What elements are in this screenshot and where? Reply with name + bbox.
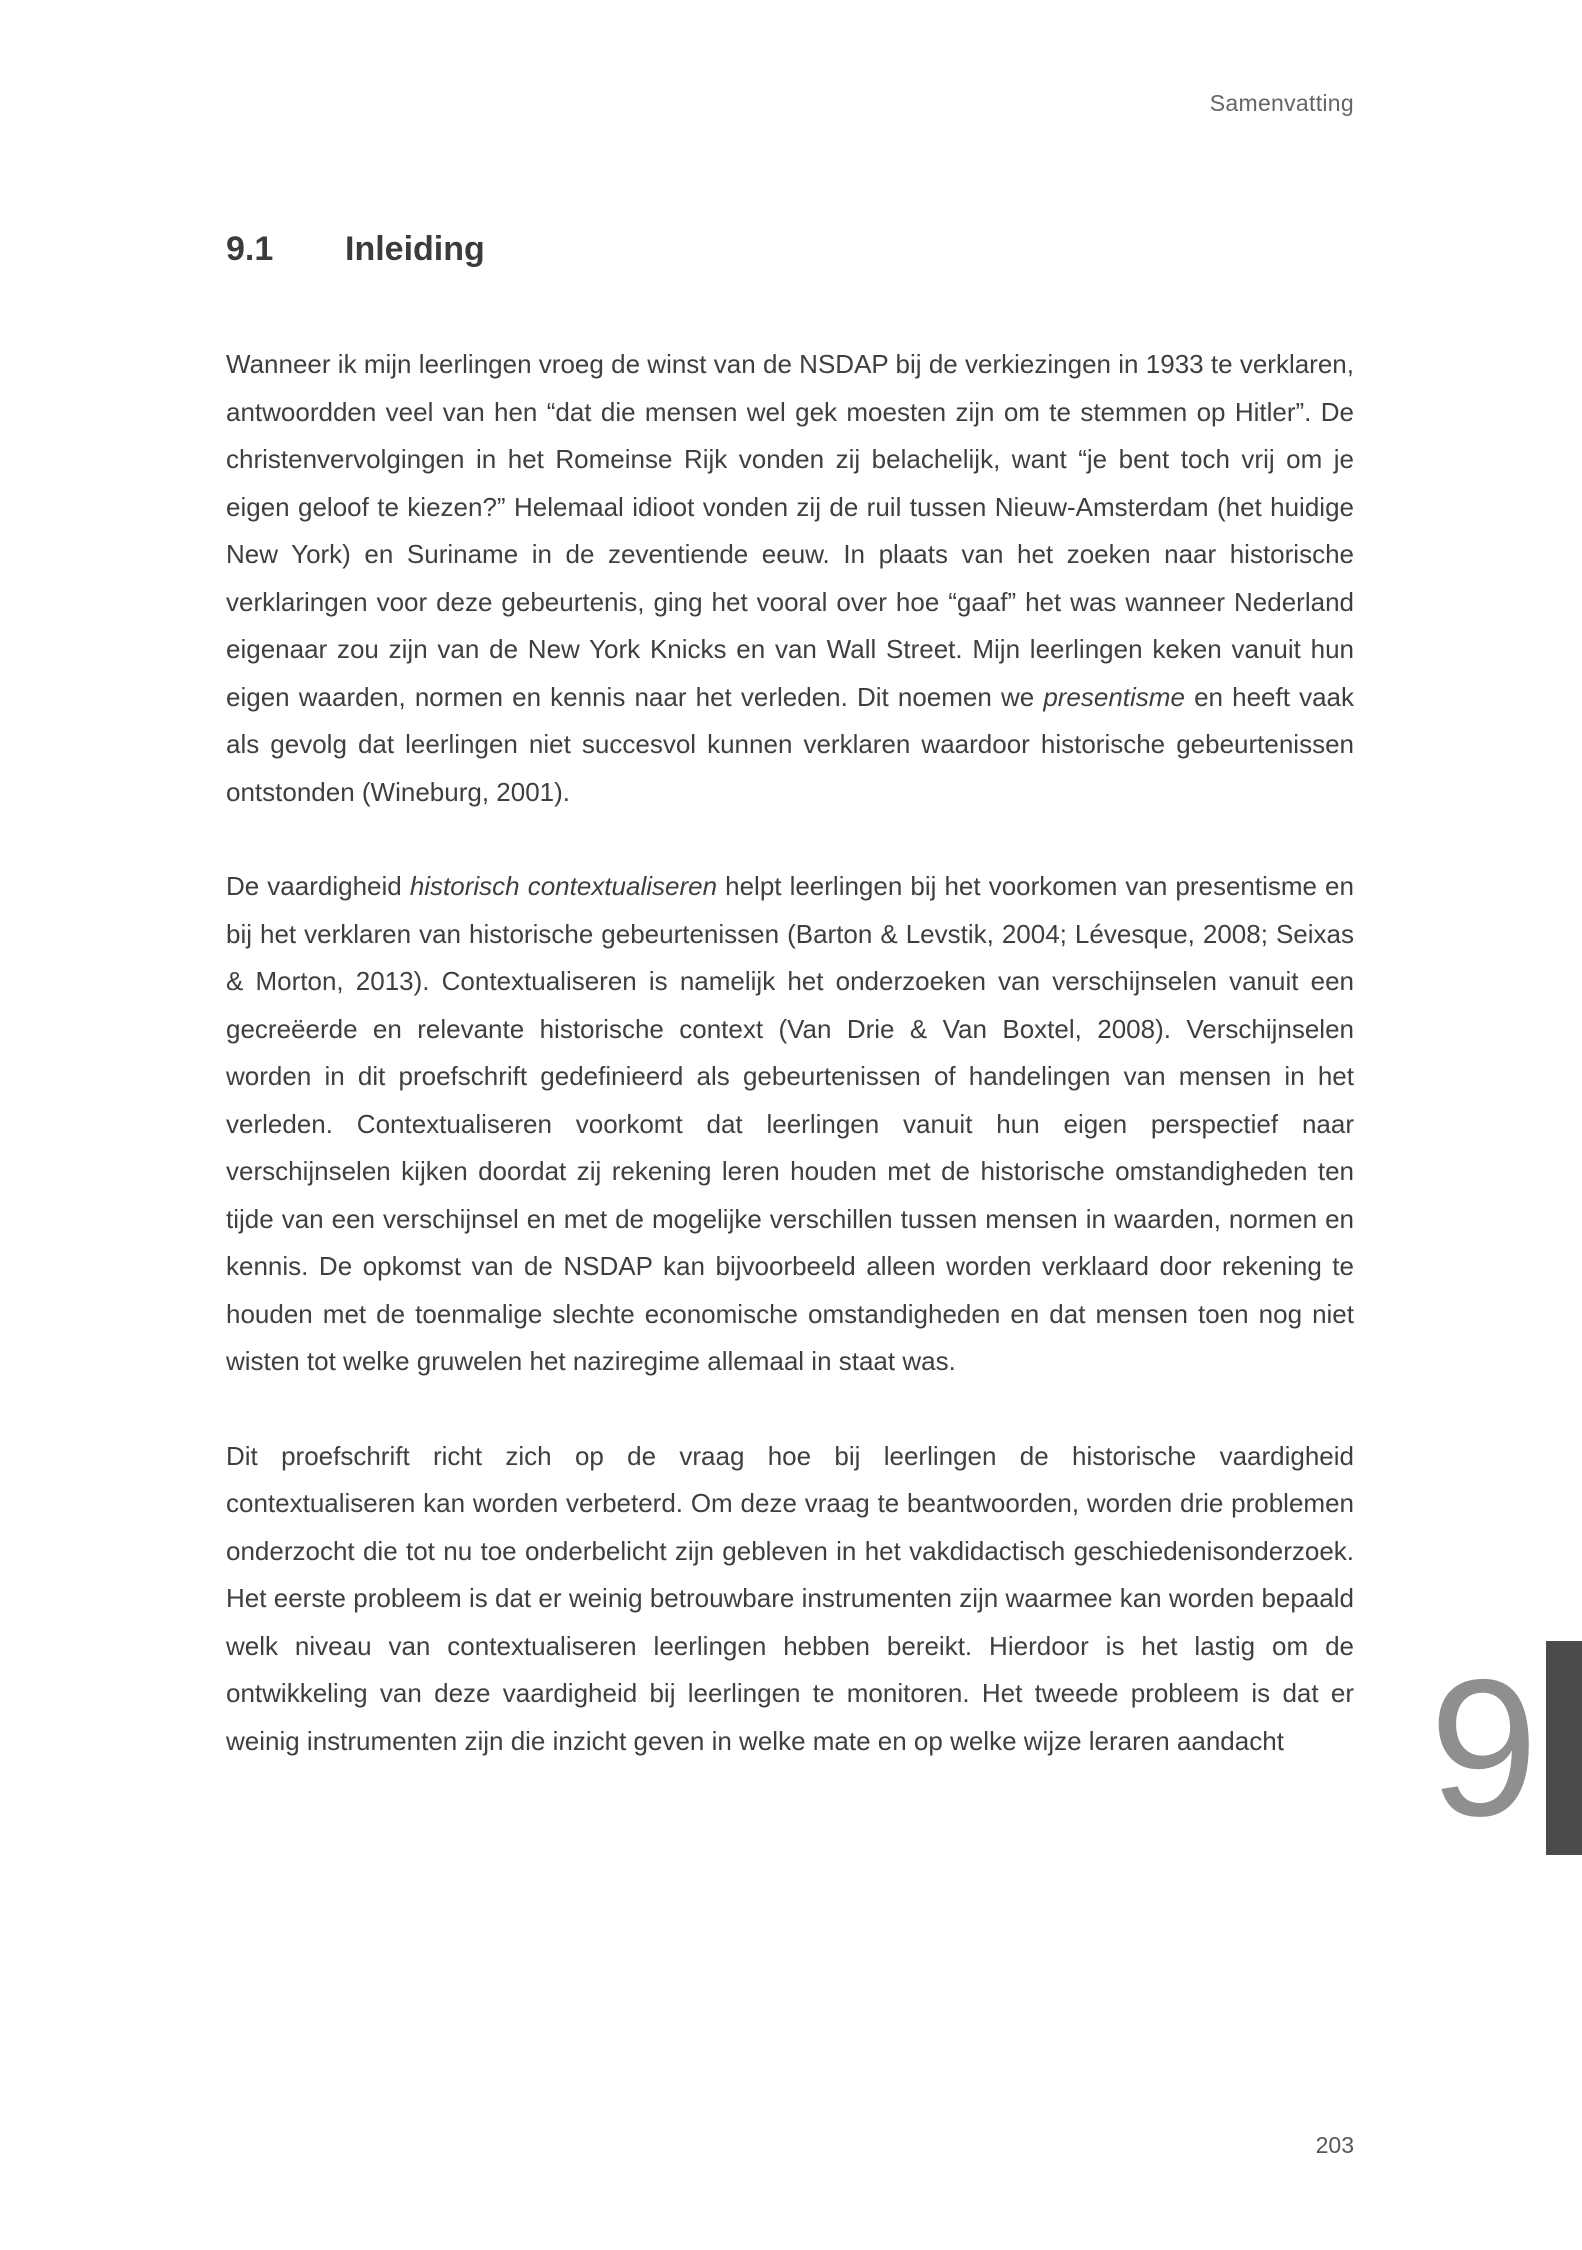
- chapter-number: 9: [1429, 1639, 1538, 1857]
- paragraph-1-text: Wanneer ik mijn leerlingen vroeg de winst van de NSDAP bij de verkiezingen in 1933 te verklaren, antwoordden veel van hen “dat die mensen wel gek moesten zijn om te stemmen op Hitler”. De christenvervolgingen in het Romeinse Rijk vonden zij belachelijk, want “je bent toch vrij om je eigen geloof te kiezen?” Helemaal idioot vonden zij de ruil tussen Nieuw-Amsterdam (het huidige New York) en Suriname in de zeventiende eeuw. In plaats van het zoeken naar historische verklaringen voor deze gebeurtenis, ging het vooral over hoe “gaaf” het was wanneer Nederland eigenaar zou zijn van de New York Knicks en van Wall Street. Mijn leerlingen keken vanuit hun eigen waarden, normen en kennis naar het verleden. Dit noemen we: [226, 349, 1354, 712]
- paragraph-1: [226, 341, 1354, 816]
- paragraph-1-text-continued: en heeft vaak als gevolg dat leerlingen niet succesvol kunnen verklaren waardoor historische gebeurtenissen ontstonden (Wineburg, 2001).: [226, 681, 1354, 807]
- paragraph-2-italic-term: historisch contextualiseren: [409, 871, 718, 901]
- paragraph-2: [226, 863, 1354, 1386]
- paragraph-1-italic-term: presentisme: [1043, 681, 1185, 712]
- body-text: [226, 341, 1354, 1765]
- paragraph-2-text-continued: helpt leerlingen bij het voorkomen van presentisme en bij het verklaren van historische gebeurtenissen (Barton & Levstik, 2004; Lévesque, 2008; Seixas & Morton, 2013). Contextualiseren is namelijk het onderzoeken van verschijnselen vanuit een gecreëerde en relevante historische context (Van Drie & Van Boxtel, 2008). Verschijnselen worden in dit proefschrift gedefinieerd als gebeurtenissen of handelingen van mensen in het verleden. Contextualiseren voorkomt dat leerlingen vanuit hun eigen perspectief naar verschijnselen kijken doordat zij rekening leren houden met de historische omstandigheden ten tijde van een verschijnsel en met de mogelijke verschillen tussen mensen in waarden, normen en kennis. De opkomst van de NSDAP kan bijvoorbeeld alleen worden verklaard door rekening te houden met de toenmalige slechte economische omstandigheden en dat mensen toen nog niet wisten tot welke gruwelen het naziregime allemaal in staat was.: [226, 871, 1354, 1376]
- section-heading: [226, 230, 1354, 269]
- page-number: 203: [1315, 2132, 1354, 2158]
- chapter-marker: [1430, 1641, 1582, 1855]
- running-header: Samenvatting: [1209, 90, 1354, 116]
- paragraph-3-text: Dit proefschrift richt zich op de vraag hoe bij leerlingen de historische vaardigheid contextualiseren kan worden verbeterd. Om deze vraag te beantwoorden, worden drie problemen onderzocht die tot nu toe onderbelicht zijn gebleven in het vakdidactisch geschiedenisonderzoek. Het eerste probleem is dat er weinig betrouwbare instrumenten zijn waarmee kan worden bepaald welk niveau van contextualiseren leerlingen hebben bereikt. Hierdoor is het lastig om de ontwikkeling van deze vaardigheid bij leerlingen te monitoren. Het tweede probleem is dat er weinig instrumenten zijn die inzicht geven in welke mate en op welke wijze leraren aandacht: [226, 1440, 1354, 1756]
- chapter-bar: [1546, 1641, 1582, 1855]
- paragraph-3: [226, 1433, 1354, 1766]
- paragraph-2-text: De vaardigheid: [226, 871, 410, 901]
- section-title: Inleiding: [345, 230, 485, 268]
- section-number: 9.1: [226, 230, 274, 268]
